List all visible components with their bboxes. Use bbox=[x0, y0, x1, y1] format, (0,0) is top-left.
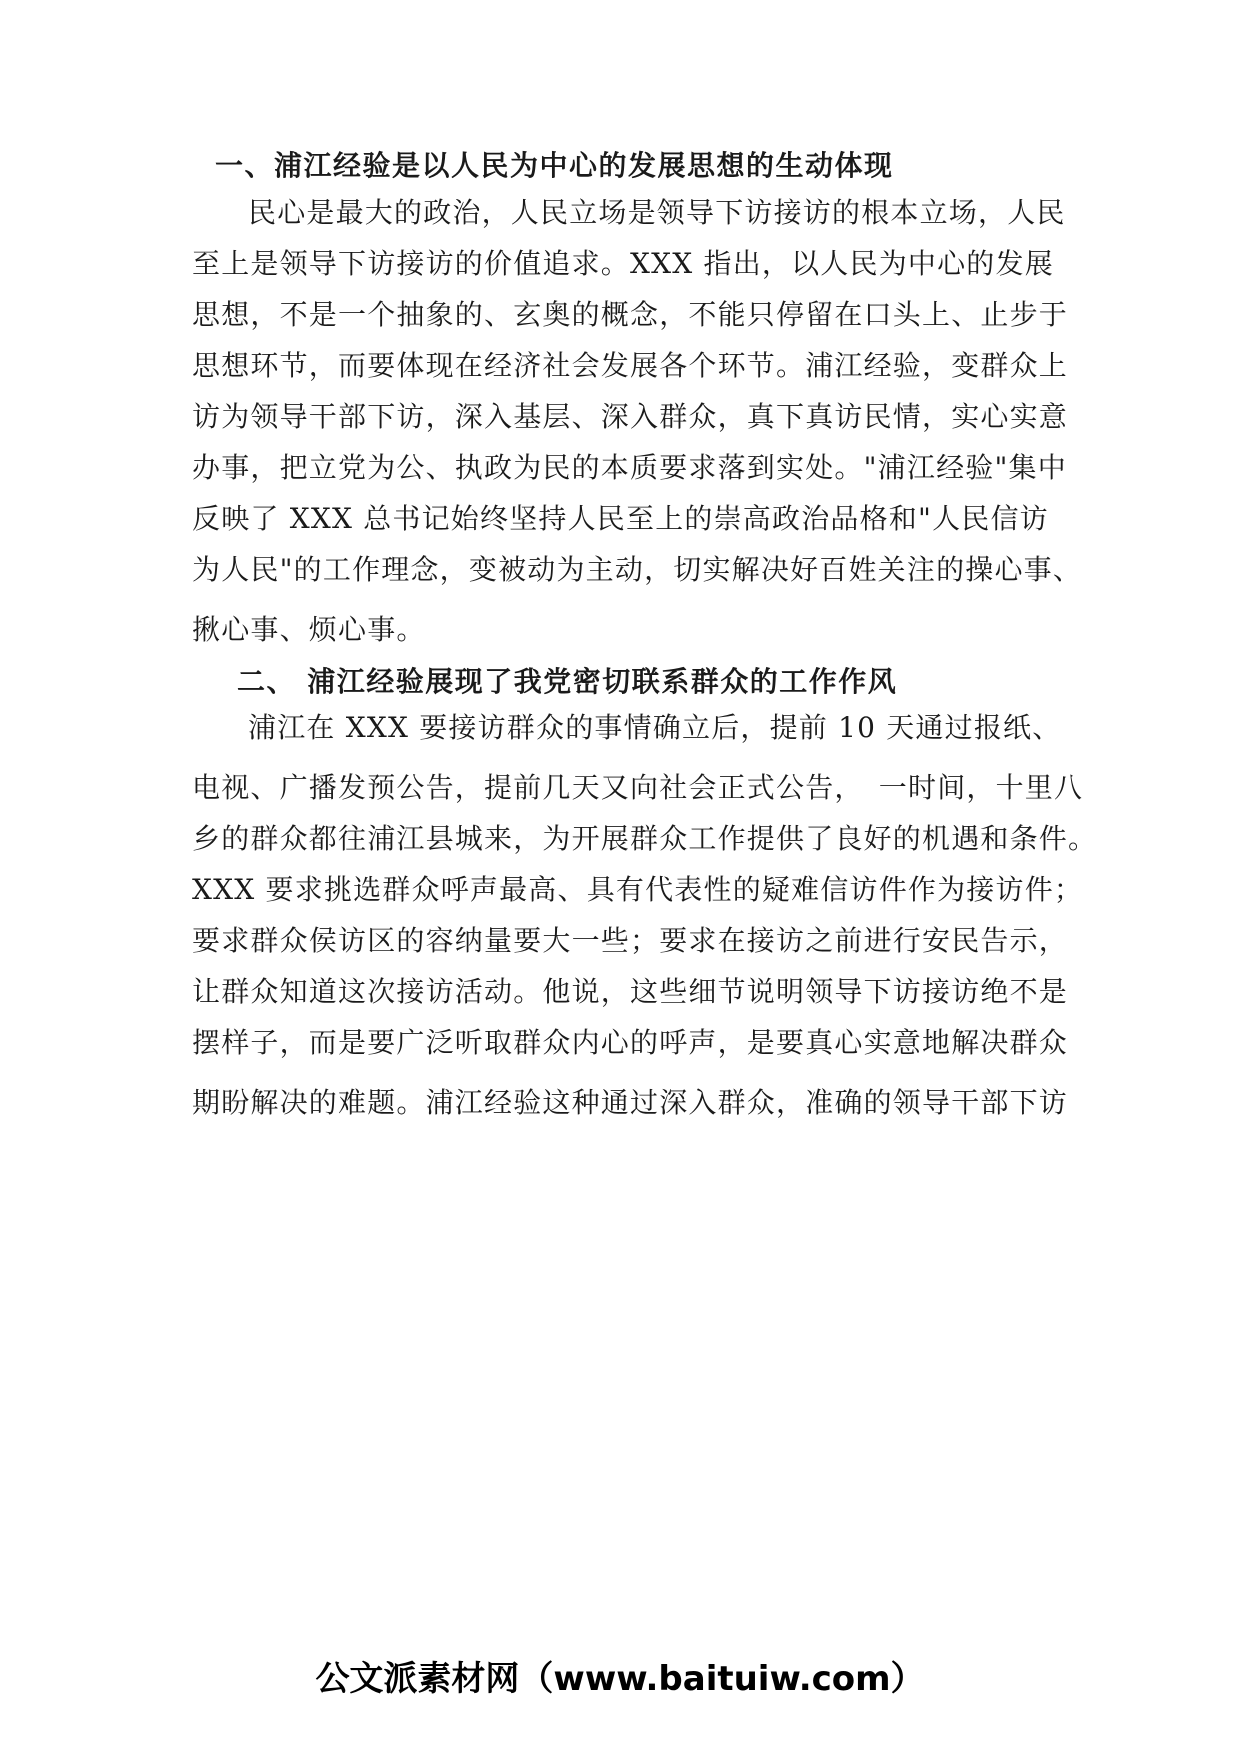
section-2-line-7: 摆样子，而是要广泛听取群众内心的呼声，是要真心实意地解决群众 bbox=[192, 1026, 1069, 1059]
section-1-line-1: 民心是最大的政治，人民立场是领导下访接访的根本立场，人民 bbox=[248, 196, 1066, 229]
section-2-line-2: 电视、广播发预公告，提前几天又向社会正式公告， 一时间，十里八 bbox=[192, 771, 1084, 804]
section-1-line-7: 反映了 XXX 总书记始终坚持人民至上的崇高政治品格和"人民信访 bbox=[192, 502, 1049, 535]
section-1-line-3: 思想，不是一个抽象的、玄奥的概念，不能只停留在口头上、止步于 bbox=[192, 298, 1069, 331]
section-2-line-4: XXX 要求挑选群众呼声最高、具有代表性的疑难信访件作为接访件； bbox=[192, 873, 1084, 906]
section-2-line-6: 让群众知道这次接访活动。他说，这些细节说明领导下访接访绝不是 bbox=[192, 975, 1069, 1008]
section-2-line-1: 浦江在 XXX 要接访群众的事情确立后，提前 10 天通过报纸、 bbox=[248, 711, 1062, 744]
section-1-line-2: 至上是领导下访接访的价值追求。XXX 指出，以人民为中心的发展 bbox=[192, 247, 1054, 280]
section-2-line-3: 乡的群众都往浦江县城来，为开展群众工作提供了良好的机遇和条件。 bbox=[192, 822, 1098, 855]
section-1-line-8: 为人民"的工作理念，变被动为主动，切实解决好百姓关注的操心事、 bbox=[192, 553, 1083, 586]
section-1-line-9: 揪心事、烦心事。 bbox=[192, 613, 426, 646]
footer-watermark-text: 公文派素材网（www.baituiw.com） bbox=[315, 1659, 925, 1699]
section-2-line-5: 要求群众侯访区的容纳量要大一些；要求在接访之前进行安民告示， bbox=[192, 924, 1069, 957]
section-2-heading: 二、 浦江经验展现了我党密切联系群众的工作作风 bbox=[237, 665, 898, 698]
section-2-line-8: 期盼解决的难题。浦江经验这种通过深入群众，准确的领导干部下访 bbox=[192, 1086, 1069, 1119]
section-1-heading: 一、浦江经验是以人民为中心的发展思想的生动体现 bbox=[215, 149, 894, 182]
section-1-line-5: 访为领导干部下访，深入基层、深入群众，真下真访民情，实心实意 bbox=[192, 400, 1069, 433]
section-1-line-4: 思想环节，而要体现在经济社会发展各个环节。浦江经验，变群众上 bbox=[192, 349, 1069, 382]
section-1-line-6: 办事，把立党为公、执政为民的本质要求落到实处。"浦江经验"集中 bbox=[192, 451, 1067, 484]
